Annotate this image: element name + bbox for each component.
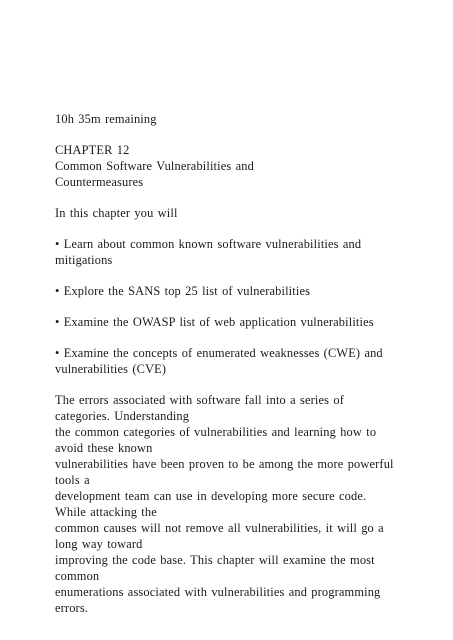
intro-text: In this chapter you will bbox=[55, 206, 178, 220]
paragraph-line: tools a bbox=[55, 473, 90, 487]
paragraph-line: The errors associated with software fall into a series of bbox=[55, 393, 345, 407]
paragraph-line: categories. Understanding bbox=[55, 409, 190, 423]
objective-text-continued: mitigations bbox=[55, 253, 113, 267]
chapter-number: CHAPTER 12 bbox=[55, 143, 130, 157]
paragraph-line: the common categories of vulnerabilities and learning how to bbox=[55, 425, 377, 439]
paragraph-line: improving the code base. This chapter will examine the most bbox=[55, 553, 375, 567]
paragraph-line: While attacking the bbox=[55, 505, 157, 519]
paragraph-line: vulnerabilities have been proven to be among the more powerful bbox=[55, 457, 394, 471]
paragraph-line: enumerations associated with vulnerabilities and programming bbox=[55, 585, 381, 599]
paragraph-line: errors. bbox=[55, 601, 89, 615]
paragraph-line: long way toward bbox=[55, 537, 143, 551]
paragraph-line: common causes will not remove all vulnerabilities, it will go a bbox=[55, 521, 384, 535]
objective-item bbox=[55, 283, 400, 299]
objective-item bbox=[55, 345, 400, 377]
document-content bbox=[55, 111, 400, 616]
time-remaining: 10h 35m remaining bbox=[55, 112, 157, 126]
objective-text-continued: vulnerabilities (CVE) bbox=[55, 362, 167, 376]
paragraph-line: common bbox=[55, 569, 100, 583]
objective-item bbox=[55, 236, 400, 268]
paragraph-line: avoid these known bbox=[55, 441, 153, 455]
objective-text: • Examine the OWASP list of web application vulnerabilities bbox=[55, 315, 374, 329]
objective-item bbox=[55, 314, 400, 330]
paragraph-line: development team can use in developing more secure code. bbox=[55, 489, 367, 503]
objective-text: • Explore the SANS top 25 list of vulnerabilities bbox=[55, 284, 311, 298]
chapter-title-line-1: Common Software Vulnerabilities and bbox=[55, 159, 254, 173]
chapter-title-line-2: Countermeasures bbox=[55, 175, 144, 189]
objective-text: • Learn about common known software vulnerabilities and bbox=[55, 237, 362, 251]
objective-text: • Examine the concepts of enumerated weaknesses (CWE) and bbox=[55, 346, 383, 360]
body-paragraph bbox=[55, 392, 400, 616]
